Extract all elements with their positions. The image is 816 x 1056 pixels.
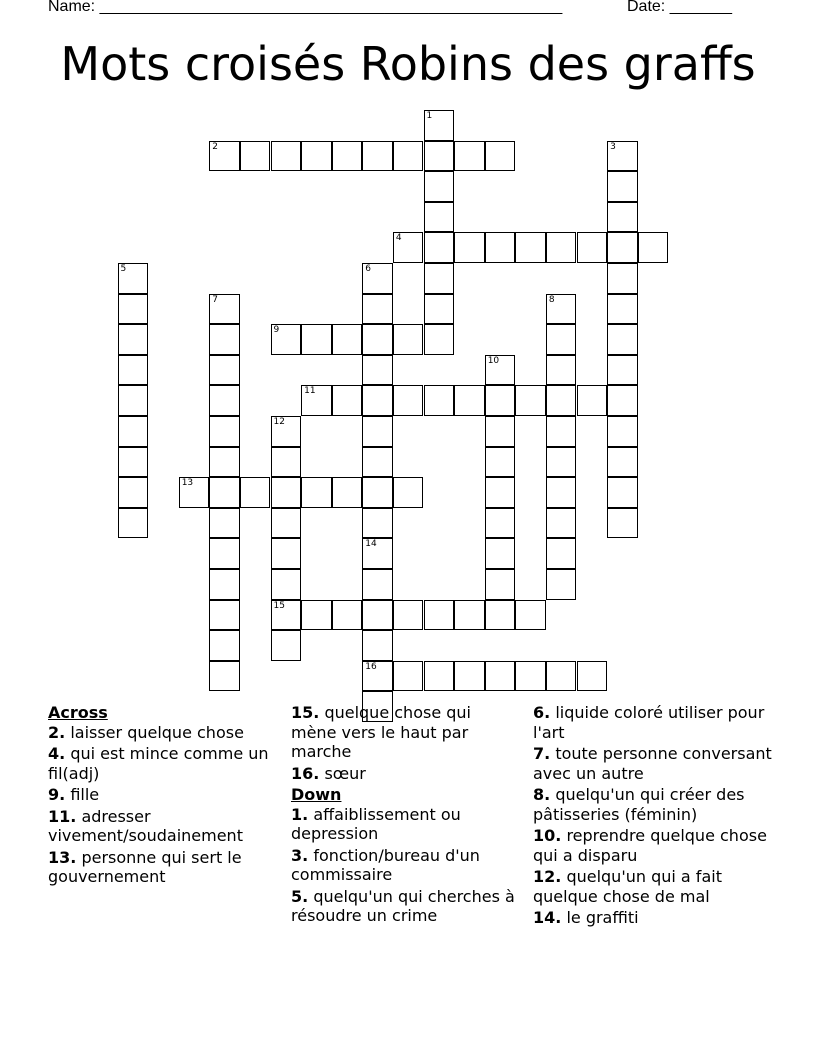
grid-cell[interactable] <box>393 661 424 692</box>
grid-cell[interactable] <box>607 232 638 263</box>
grid-cell[interactable] <box>607 171 638 202</box>
grid-cell[interactable] <box>485 538 516 569</box>
cell-number: 14 <box>365 539 377 550</box>
clue-across-15: 15. quelque chose qui mène vers le haut par marche <box>291 703 471 761</box>
grid-cell[interactable] <box>485 232 516 263</box>
grid-cell[interactable] <box>485 477 516 508</box>
grid-cell[interactable] <box>546 355 577 386</box>
grid-cell[interactable] <box>454 600 485 631</box>
grid-cell[interactable] <box>515 600 546 631</box>
grid-cell[interactable] <box>271 538 302 569</box>
grid-cell[interactable] <box>546 294 577 325</box>
cell-number: 8 <box>548 294 555 305</box>
grid-cell[interactable] <box>546 538 577 569</box>
grid-cell[interactable] <box>424 110 455 141</box>
clue-down-3: 3. fonction/bureau d'un commissaire <box>291 845 480 884</box>
grid-cell[interactable] <box>118 385 149 416</box>
clue-down-7: 7. toute personne conversant avec un autre <box>533 744 772 783</box>
grid-cell[interactable] <box>393 324 424 355</box>
cell-number: 2 <box>212 141 219 152</box>
grid-cell[interactable] <box>118 355 149 386</box>
clues-column-3 <box>533 703 773 930</box>
grid-cell[interactable] <box>271 141 302 172</box>
cell-number: 16 <box>365 661 377 672</box>
clue-across-4: 4. qui est mince comme un fil(adj) <box>48 744 269 783</box>
grid-cell[interactable] <box>485 661 516 692</box>
grid-cell[interactable] <box>546 661 577 692</box>
grid-cell[interactable] <box>362 508 393 539</box>
grid-cell[interactable] <box>362 294 393 325</box>
grid-cell[interactable] <box>118 263 149 294</box>
clue-down-14: 14. le graffiti <box>533 908 639 927</box>
grid-cell[interactable] <box>424 202 455 233</box>
grid-cell[interactable] <box>424 232 455 263</box>
name-field-label: Name: ____________________________________________________ <box>48 0 563 15</box>
grid-cell[interactable] <box>607 416 638 447</box>
clue-down-12: 12. quelqu'un qui a fait quelque chose de mal <box>533 867 722 906</box>
grid-cell[interactable] <box>607 294 638 325</box>
grid-cell[interactable] <box>332 324 363 355</box>
grid-cell[interactable] <box>638 232 669 263</box>
grid-cell[interactable] <box>393 141 424 172</box>
grid-cell[interactable] <box>607 477 638 508</box>
grid-cell[interactable] <box>118 324 149 355</box>
grid-cell[interactable] <box>209 630 240 661</box>
grid-cell[interactable] <box>454 141 485 172</box>
clue-across-11: 11. adresser vivement/soudainement <box>48 806 243 845</box>
clue-across-13: 13. personne qui sert le gouvernement <box>48 847 242 886</box>
grid-cell[interactable] <box>362 477 393 508</box>
grid-cell[interactable] <box>271 324 302 355</box>
cell-number: 4 <box>395 233 402 244</box>
grid-cell[interactable] <box>485 141 516 172</box>
grid-cell[interactable] <box>424 141 455 172</box>
grid-cell[interactable] <box>240 477 271 508</box>
grid-cell[interactable] <box>362 355 393 386</box>
cell-number: 15 <box>273 600 285 611</box>
grid-cell[interactable] <box>209 569 240 600</box>
grid-cell[interactable] <box>209 324 240 355</box>
grid-cell[interactable] <box>209 355 240 386</box>
grid-cell[interactable] <box>118 477 149 508</box>
grid-cell[interactable] <box>209 385 240 416</box>
grid-cell[interactable] <box>362 324 393 355</box>
cell-number: 5 <box>120 264 127 274</box>
grid-cell[interactable] <box>179 477 210 508</box>
clue-down-5: 5. quelqu'un qui cherches à résoudre un crime <box>291 886 515 925</box>
grid-cell[interactable] <box>362 416 393 447</box>
cell-number: 6 <box>365 264 372 274</box>
grid-cell[interactable] <box>362 447 393 478</box>
grid-cell[interactable] <box>454 385 485 416</box>
grid-cell[interactable] <box>454 232 485 263</box>
grid-cell[interactable] <box>577 661 608 692</box>
grid-cell[interactable] <box>301 600 332 631</box>
grid-cell[interactable] <box>362 600 393 631</box>
grid-cell[interactable] <box>362 661 393 692</box>
grid-cell[interactable] <box>485 355 516 386</box>
cell-number: 7 <box>212 294 219 305</box>
grid-cell[interactable] <box>271 508 302 539</box>
grid-cell[interactable] <box>301 324 332 355</box>
cell-number: 9 <box>273 325 280 336</box>
grid-cell[interactable] <box>485 600 516 631</box>
grid-cell[interactable] <box>607 202 638 233</box>
grid-cell[interactable] <box>362 141 393 172</box>
across-heading: Across <box>48 703 108 722</box>
grid-cell[interactable] <box>546 385 577 416</box>
clue-down-1: 1. affaiblissement ou depression <box>291 804 461 843</box>
page-title: Mots croisés Robins des graffs <box>60 37 756 91</box>
grid-cell[interactable] <box>271 416 302 447</box>
grid-cell[interactable] <box>607 141 638 172</box>
clue-down-8: 8. quelqu'un qui créer des pâtisseries (féminin) <box>533 785 745 824</box>
grid-cell[interactable] <box>301 141 332 172</box>
grid-cell[interactable] <box>607 385 638 416</box>
cell-number: 13 <box>181 478 194 489</box>
grid-cell[interactable] <box>515 232 546 263</box>
grid-cell[interactable] <box>424 294 455 325</box>
grid-cell[interactable] <box>209 508 240 539</box>
grid-cell[interactable] <box>424 324 455 355</box>
grid-cell[interactable] <box>485 385 516 416</box>
cell-number: 10 <box>487 355 500 366</box>
grid-cell[interactable] <box>209 477 240 508</box>
grid-cell[interactable] <box>546 477 577 508</box>
grid-cell[interactable] <box>332 477 363 508</box>
grid-cell[interactable] <box>577 232 608 263</box>
clue-down-10: 10. reprendre quelque chose qui a disparu <box>533 826 767 865</box>
grid-cell[interactable] <box>271 569 302 600</box>
grid-cell[interactable] <box>393 385 424 416</box>
grid-cell[interactable] <box>424 600 455 631</box>
grid-cell[interactable] <box>209 416 240 447</box>
grid-cell[interactable] <box>209 600 240 631</box>
grid-cell[interactable] <box>362 263 393 294</box>
grid-cell[interactable] <box>546 324 577 355</box>
grid-cell[interactable] <box>546 447 577 478</box>
grid-cell[interactable] <box>118 447 149 478</box>
grid-cell[interactable] <box>332 141 363 172</box>
clue-across-9: 9. fille <box>48 785 100 804</box>
grid-cell[interactable] <box>515 661 546 692</box>
grid-cell[interactable] <box>118 416 149 447</box>
grid-cell[interactable] <box>209 538 240 569</box>
grid-cell[interactable] <box>454 661 485 692</box>
clues-column-2 <box>291 703 516 928</box>
clue-down-6: 6. liquide coloré utiliser pour l'art <box>533 703 765 742</box>
grid-cell[interactable] <box>424 171 455 202</box>
grid-cell[interactable] <box>362 630 393 661</box>
clues-column-1 <box>48 703 278 889</box>
cell-number: 1 <box>426 111 433 121</box>
clue-across-16: 16. sœur <box>291 763 366 783</box>
grid-cell[interactable] <box>209 661 240 692</box>
grid-cell[interactable] <box>271 447 302 478</box>
grid-cell[interactable] <box>424 661 455 692</box>
grid-cell[interactable] <box>362 385 393 416</box>
grid-cell[interactable] <box>393 232 424 263</box>
grid-cell[interactable] <box>485 416 516 447</box>
grid-cell[interactable] <box>362 538 393 569</box>
grid-cell[interactable] <box>607 447 638 478</box>
grid-cell[interactable] <box>515 385 546 416</box>
grid-cell[interactable] <box>271 477 302 508</box>
cell-number: 3 <box>610 141 616 152</box>
grid-cell[interactable] <box>271 600 302 631</box>
grid-cell[interactable] <box>301 385 332 416</box>
grid-cell[interactable] <box>607 355 638 386</box>
grid-cell[interactable] <box>485 508 516 539</box>
grid-cell[interactable] <box>485 447 516 478</box>
grid-cell[interactable] <box>485 569 516 600</box>
grid-cell[interactable] <box>332 600 363 631</box>
grid-cell[interactable] <box>607 263 638 294</box>
grid-cell[interactable] <box>209 447 240 478</box>
down-heading: Down <box>291 785 342 804</box>
grid-cell[interactable] <box>362 569 393 600</box>
grid-cell[interactable] <box>271 630 302 661</box>
cell-number: 11 <box>304 386 316 397</box>
clue-across-2: 2. laisser quelque chose <box>48 722 244 742</box>
grid-cell[interactable] <box>332 385 363 416</box>
grid-cell[interactable] <box>118 294 149 325</box>
grid-cell[interactable] <box>546 508 577 539</box>
grid-cell[interactable] <box>209 141 240 172</box>
grid-cell[interactable] <box>607 508 638 539</box>
grid-cell[interactable] <box>546 569 577 600</box>
grid-cell[interactable] <box>577 385 608 416</box>
grid-cell[interactable] <box>118 508 149 539</box>
grid-cell[interactable] <box>546 232 577 263</box>
date-field-label: Date: _______ <box>627 0 732 15</box>
grid-cell[interactable] <box>393 600 424 631</box>
grid-cell[interactable] <box>546 416 577 447</box>
grid-cell[interactable] <box>301 477 332 508</box>
grid-cell[interactable] <box>209 294 240 325</box>
cell-number: 12 <box>273 417 285 427</box>
grid-cell[interactable] <box>424 263 455 294</box>
grid-cell[interactable] <box>607 324 638 355</box>
grid-cell[interactable] <box>393 477 424 508</box>
grid-cell[interactable] <box>240 141 271 172</box>
grid-cell[interactable] <box>424 385 455 416</box>
